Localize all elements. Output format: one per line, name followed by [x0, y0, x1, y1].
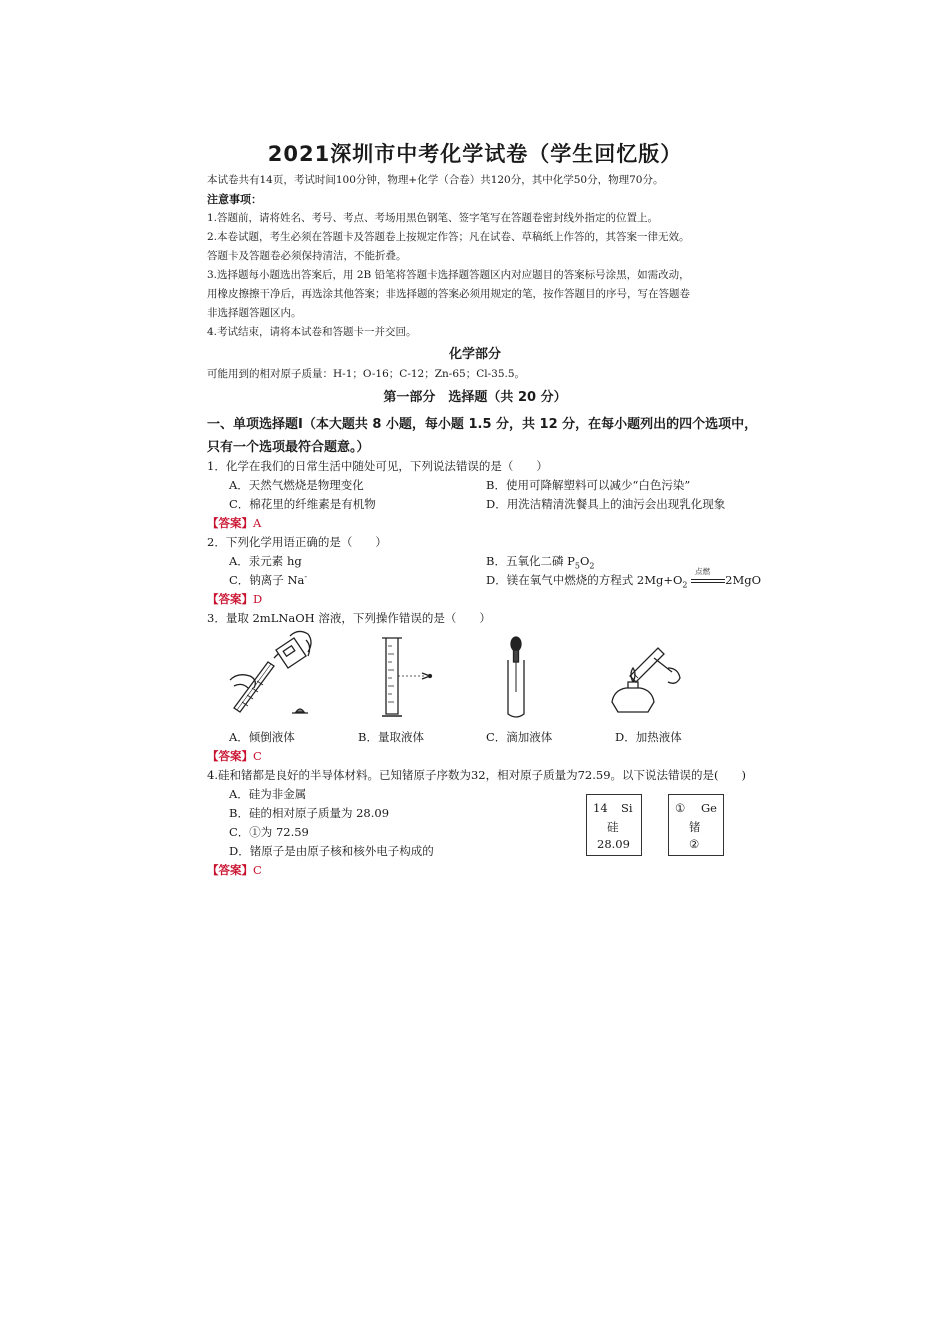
- notice-item-2-line-1: 2.本卷试题，考生必须在答题卡及答题卷上按规定作答；凡在试卷、草稿纸上作答的，其答案一律无效。: [207, 231, 690, 243]
- page-title: 2021深圳市中考化学试卷（学生回忆版）: [267, 142, 683, 166]
- notice-item-4: 4.考试结束，请将本试卷和答题卡一并交回。: [207, 326, 417, 338]
- q2-answer-value: D: [253, 592, 263, 606]
- answer-label: 【答案】: [207, 863, 253, 877]
- q2-stem: 2．下列化学用语正确的是（ ）: [207, 535, 387, 549]
- reaction-condition: 点燃: [695, 567, 711, 576]
- exam-intro: 本试卷共有14页，考试时间100分钟，物理+化学（合卷）共120分，其中化学50分，物理70分。: [207, 174, 664, 186]
- notice-item-2-line-2: 答题卡及答题卷必须保持清洁，不能折叠。: [207, 250, 407, 262]
- atomic-masses: 可能用到的相对原子质量：H-1；O-16；C-12；Zn-65；Cl-35.5。: [207, 368, 526, 380]
- germanium-atomic-number: ①: [675, 801, 686, 815]
- q3-option-d: D．加热液体: [615, 730, 682, 744]
- q4-stem: 4.硅和锗都是良好的半导体材料。已知锗原子序数为32，相对原子质量为72.59。以下说法错误的是( ): [207, 768, 746, 782]
- q4-option-a: A．硅为非金属: [229, 787, 307, 801]
- reaction-line-top: [691, 579, 725, 580]
- section1-heading-line-1: 一、单项选择题Ⅰ（本大题共 8 小题，每小题 1.5 分，共 12 分，在每小题列出的四个选项中，: [207, 417, 758, 432]
- notice-item-3-line-2: 用橡皮擦擦干净后，再选涂其他答案；非选择题的答案必须用规定的笔，按作答题目的序号，写在答题卷: [207, 288, 690, 300]
- silicon-name: 硅: [607, 820, 619, 834]
- notice-item-1: 1.答题前，请将姓名、考号、考点、考场用黑色钢笔、签字笔写在答题卷密封线外指定的位置上。: [207, 212, 659, 224]
- chemistry-heading: 化学部分: [448, 347, 501, 362]
- silicon-element-box: [586, 794, 642, 856]
- q3-option-a: A．倾倒液体: [229, 730, 295, 744]
- q4-option-c: C．①为 72.59: [229, 825, 309, 839]
- q3-answer: [207, 748, 262, 764]
- q1-option-b: B．使用可降解塑料可以减少“白色污染”: [486, 478, 691, 492]
- q2-option-a: A．汞元素 hg: [229, 554, 302, 568]
- q1-option-d: D．用洗洁精清洗餐具上的油污会出现乳化现象: [486, 497, 726, 511]
- answer-label: 【答案】: [207, 749, 253, 763]
- q1-stem: 1．化学在我们的日常生活中随处可见，下列说法错误的是（ ）: [207, 459, 548, 473]
- q2-option-b-prefix: B．五氧化二磷 P: [486, 554, 575, 568]
- silicon-mass: 28.09: [597, 837, 630, 851]
- q3-answer-value: C: [253, 749, 262, 763]
- q1-answer: [207, 515, 261, 531]
- graduated-cylinder-figure: [378, 636, 434, 722]
- silicon-symbol: Si: [621, 801, 633, 815]
- q2-option-c-sup: -: [304, 572, 308, 582]
- q2-option-c: [229, 572, 307, 588]
- germanium-symbol: Ge: [701, 801, 717, 815]
- notice-item-3-line-3: 非选择题答题区内。: [207, 307, 302, 319]
- q1-option-a: A．天然气燃烧是物理变化: [229, 478, 364, 492]
- silicon-atomic-number: 14: [593, 801, 608, 815]
- q2-option-d-product: 2MgO: [725, 573, 762, 587]
- reaction-arrow: [691, 567, 725, 588]
- q1-option-c: C．棉花里的纤维素是有机物: [229, 497, 376, 511]
- notice-item-3-line-1: 3.选择题每小题选出答案后，用 2B 铅笔将答题卡选择题答题区内对应题目的答案标号涂黑，如需改动，: [207, 269, 690, 281]
- q2-option-d-sub: 2: [682, 580, 688, 590]
- answer-label: 【答案】: [207, 516, 253, 530]
- q2-answer: [207, 591, 262, 607]
- section1-heading-line-2: 只有一个选项最符合题意。）: [207, 440, 370, 455]
- q2-option-d-prefix: D．镁在氧气中燃烧的方程式 2Mg+O: [486, 573, 683, 587]
- answer-label: 【答案】: [207, 592, 253, 606]
- q2-option-d: [486, 567, 762, 590]
- dropper-figure: [498, 634, 534, 722]
- q4-answer-value: C: [253, 863, 262, 877]
- notice-heading: 注意事项：: [207, 193, 262, 206]
- germanium-name: 锗: [689, 820, 701, 834]
- q1-answer-value: A: [253, 516, 262, 530]
- germanium-element-box: [668, 794, 724, 856]
- q2-option-b: [486, 553, 594, 570]
- q3-option-b: B．量取液体: [358, 730, 424, 744]
- q4-answer: [207, 862, 262, 878]
- q2-option-b-sub1: 5: [574, 561, 580, 571]
- pouring-liquid-figure: [228, 628, 318, 722]
- q2-option-c-prefix: C．钠离子 Na: [229, 573, 305, 587]
- heating-liquid-figure: [608, 642, 684, 716]
- part1-heading: 第一部分 选择题（共 20 分）: [383, 390, 567, 405]
- q3-option-c: C．滴加液体: [486, 730, 553, 744]
- reaction-line-bottom: [691, 582, 725, 583]
- germanium-mass: ②: [689, 837, 700, 851]
- q4-option-b: B．硅的相对原子质量为 28.09: [229, 806, 390, 820]
- q2-option-b-sub2: 2: [589, 561, 595, 571]
- q3-stem: 3．量取 2mLNaOH 溶液，下列操作错误的是（ ）: [207, 611, 491, 625]
- q2-option-b-mid: O: [579, 554, 590, 568]
- q4-option-d: D．锗原子是由原子核和核外电子构成的: [229, 844, 434, 858]
